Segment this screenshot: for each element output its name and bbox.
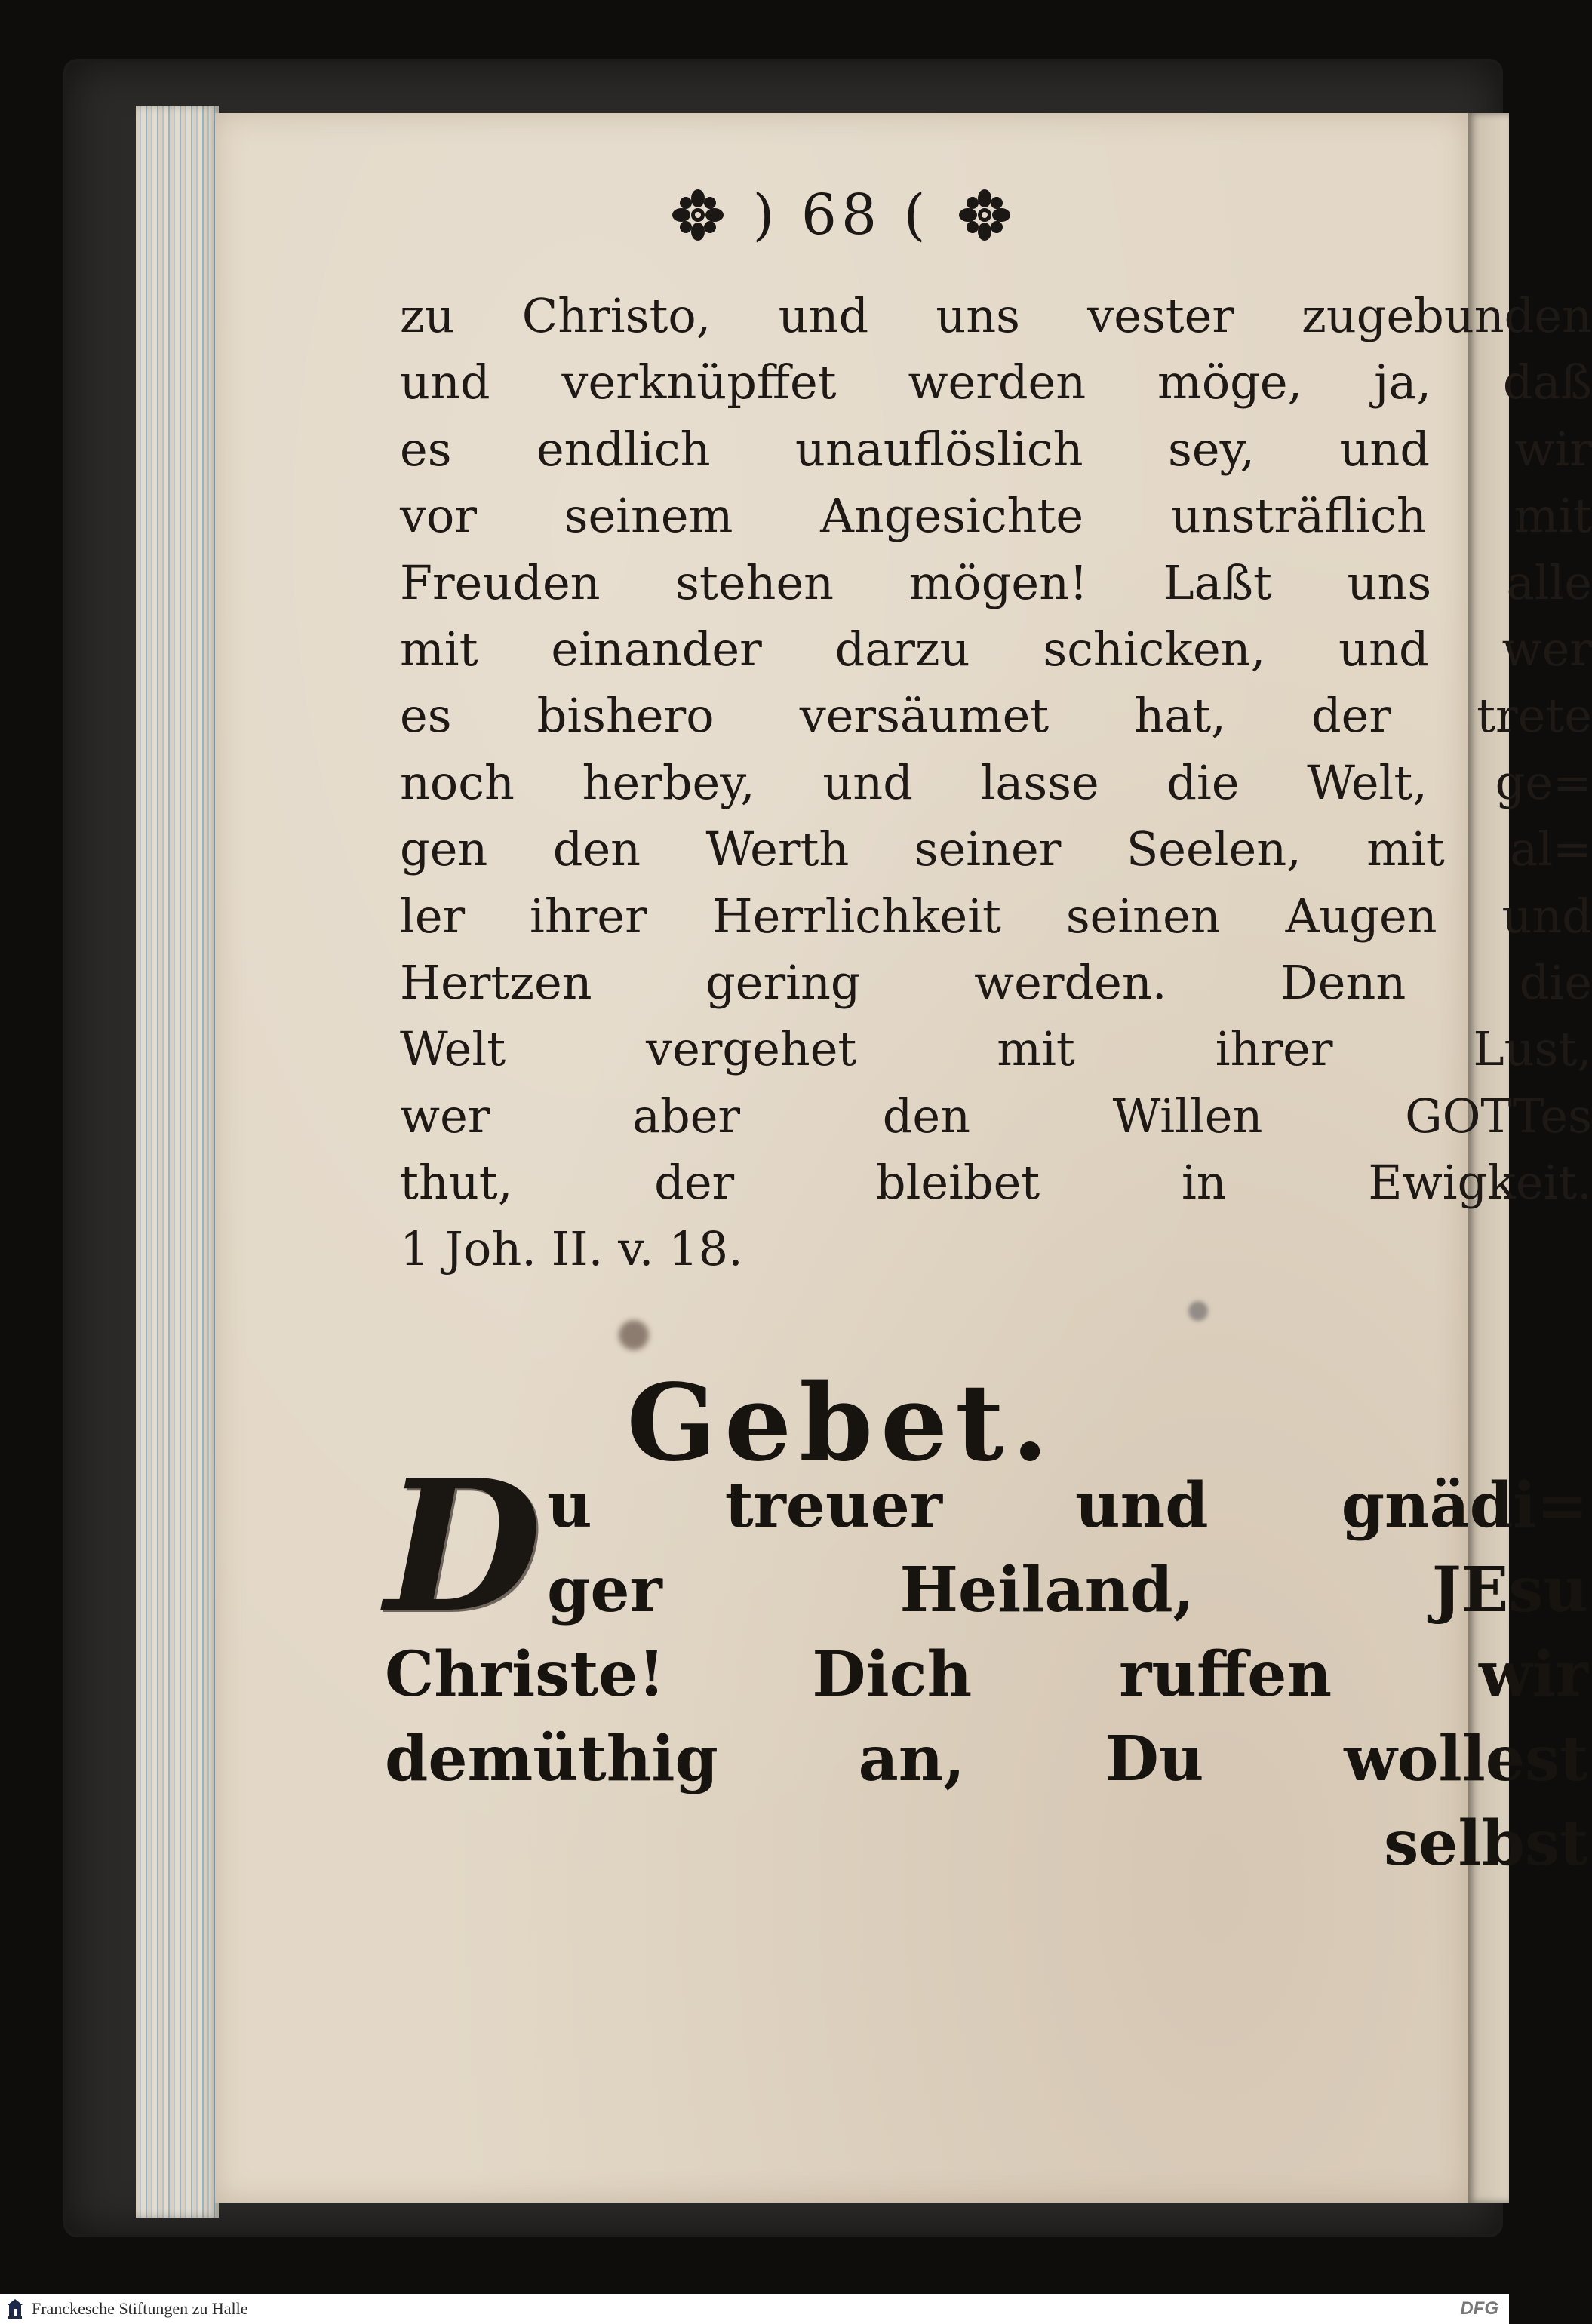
funder-logo: DFG xyxy=(1460,2298,1498,2319)
prayer-line: u treuer und gnädi= xyxy=(547,1469,1588,1542)
prayer-heading: Gebet. xyxy=(626,1362,1056,1485)
page-edges xyxy=(136,106,219,2218)
drop-cap-initial: D xyxy=(385,1440,542,1653)
scripture-reference: 1 Joh. II. v. 18. xyxy=(400,1221,743,1277)
ink-stain xyxy=(619,1320,649,1350)
text-line: noch herbey, und lasse die Welt, ge= xyxy=(400,754,1592,810)
prayer-line: ger Heiland, JEsu xyxy=(547,1554,1588,1626)
prayer-text xyxy=(385,1440,1588,1886)
text-line: es endlich unauflöslich sey, und wir xyxy=(400,421,1592,477)
book-page xyxy=(215,113,1592,2203)
text-line: es bishero versäumet hat, der trete xyxy=(400,688,1592,744)
body-text xyxy=(400,283,1592,1283)
text-line: Welt vergehet mit ihrer Lust, xyxy=(400,1021,1592,1077)
flower-ornament-icon xyxy=(672,189,724,241)
institution-name: Franckesche Stiftungen zu Halle xyxy=(32,2299,248,2318)
text-line: vor seinem Angesichte unsträflich mit xyxy=(400,488,1592,544)
text-line: ler ihrer Herrlichkeit seinen Augen und xyxy=(400,888,1592,944)
institution-logo-icon xyxy=(6,2298,24,2320)
text-line: und verknüpffet werden möge, ja, daß xyxy=(400,355,1592,410)
flower-ornament-icon xyxy=(958,189,1011,241)
catchword: selbst xyxy=(1384,1807,1588,1880)
text-line: wer aber den Willen GOTTes xyxy=(400,1088,1592,1144)
text-line: gen den Werth seiner Seelen, mit al= xyxy=(400,821,1592,877)
footer-institution xyxy=(0,2298,248,2320)
page-number: ) 68 ( xyxy=(752,183,930,247)
footer-bar xyxy=(0,2294,1509,2324)
ink-stain xyxy=(1188,1301,1208,1321)
text-line: thut, der bleibet in Ewigkeit. xyxy=(400,1155,1592,1211)
text-line: zu Christo, und uns vester zugebunden xyxy=(400,288,1592,343)
page-header xyxy=(215,170,1468,260)
text-line: Hertzen gering werden. Denn die xyxy=(400,954,1592,1010)
prayer-line: Christe! Dich ruffen wir xyxy=(385,1638,1588,1711)
prayer-line: demüthig an, Du wollest xyxy=(385,1723,1588,1795)
text-line: Freuden stehen mögen! Laßt uns alle xyxy=(400,554,1592,610)
text-line: mit einander darzu schicken, und wer xyxy=(400,621,1592,677)
